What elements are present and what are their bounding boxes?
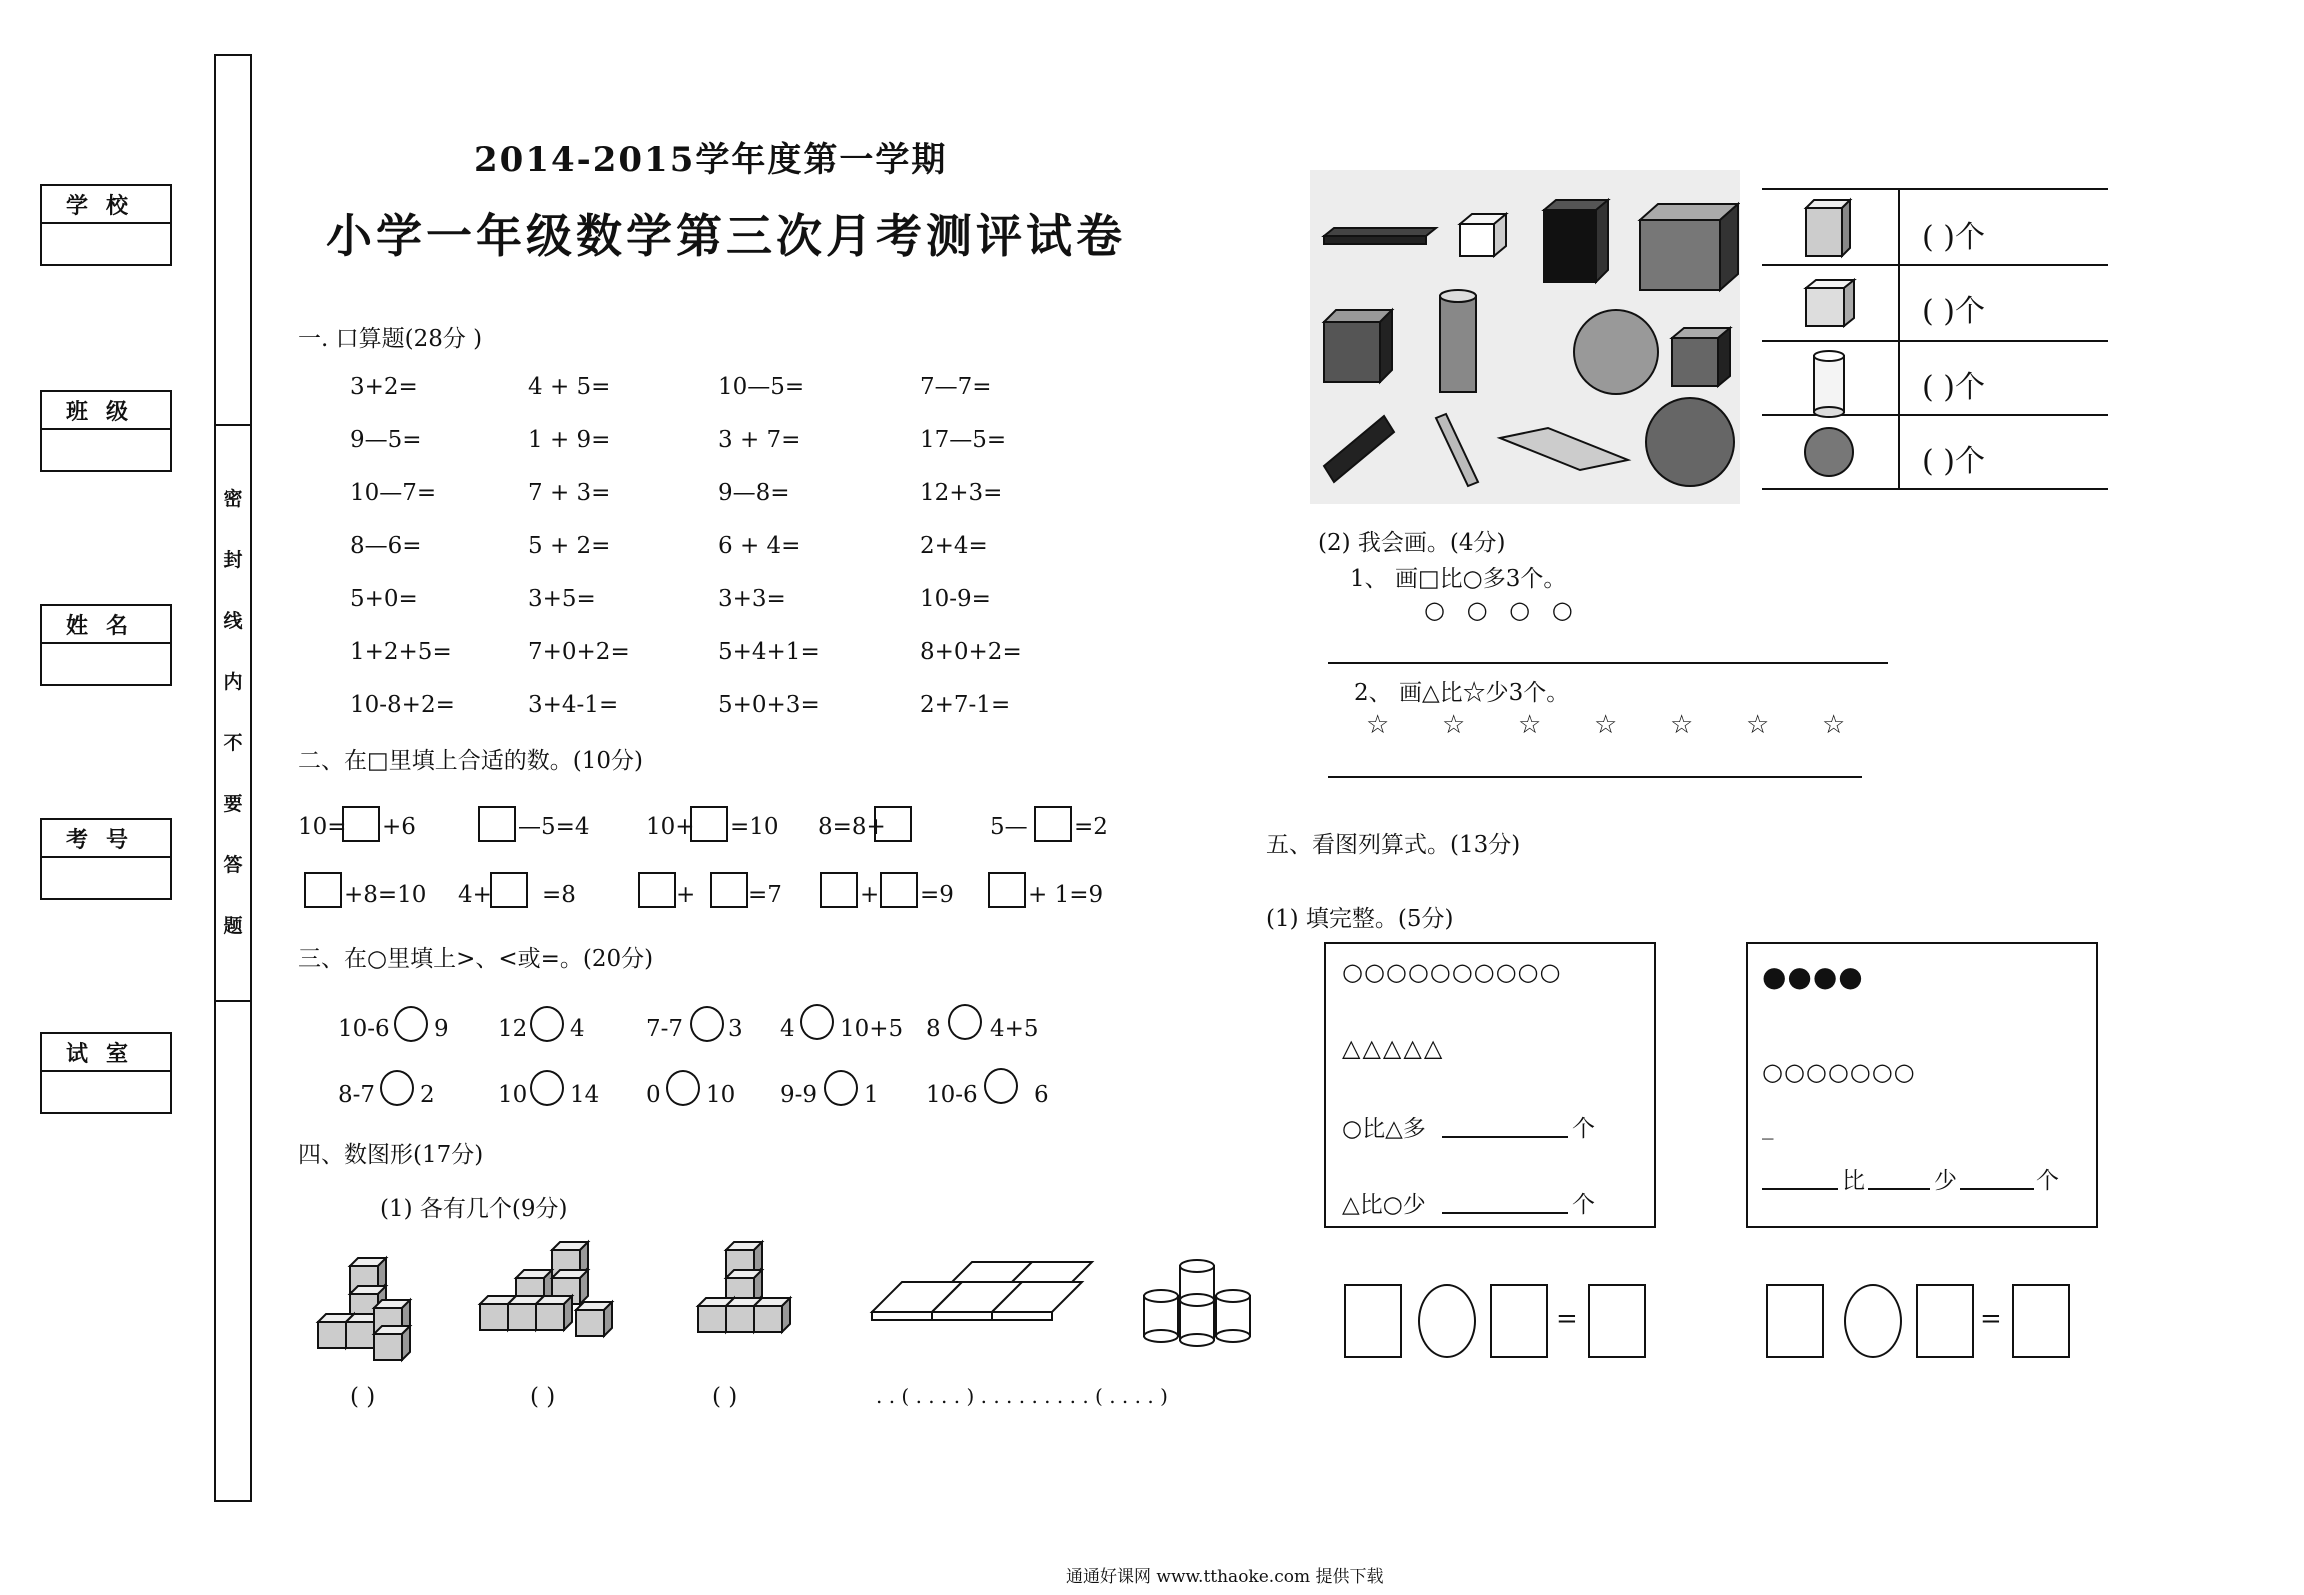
compare-circle[interactable]: [380, 1070, 414, 1106]
compare-text: 8-7: [338, 1082, 376, 1108]
unit-label: 个: [1572, 1116, 1595, 1142]
operator-oval[interactable]: [1418, 1284, 1476, 1358]
star-icon: ☆: [1746, 710, 1770, 740]
compare-text: 12: [498, 1016, 528, 1042]
compare-text: 4: [570, 1016, 585, 1042]
equation-box[interactable]: [1916, 1284, 1974, 1358]
mental-math-item: 3+4-1=: [528, 692, 619, 718]
equation-box[interactable]: [1490, 1284, 1548, 1358]
equation-box[interactable]: [1588, 1284, 1646, 1358]
mental-math-item: 7 + 3=: [528, 480, 611, 506]
compare-text: 10-6: [926, 1082, 978, 1108]
cylinders: [1144, 1260, 1250, 1346]
star-icon: ☆: [1442, 710, 1466, 740]
mental-math-item: 9—5=: [350, 427, 422, 453]
mark: _: [1762, 1114, 1774, 1140]
bi-label: 比: [1842, 1168, 1865, 1194]
fill-text: +: [860, 882, 880, 908]
compare-box-2: [1746, 942, 2098, 1228]
section5-title: 五、看图列算式。(13分): [1266, 832, 1521, 858]
mental-math-item: 8—6=: [350, 533, 422, 559]
operator-oval[interactable]: [1844, 1284, 1902, 1358]
name-label: 姓名: [65, 612, 146, 639]
mental-math-item: 5+0+3=: [718, 692, 820, 718]
mental-math-item: 3+5=: [528, 586, 596, 612]
answer-blank[interactable]: [1868, 1188, 1930, 1190]
mental-math-item: 17—5=: [920, 427, 1007, 453]
draw-line-1[interactable]: [1328, 662, 1888, 664]
fill-text: + 1=9: [1028, 882, 1104, 908]
seal-char: 线: [223, 610, 243, 632]
compare-text: 3: [728, 1016, 743, 1042]
count-blank[interactable]: ( ): [712, 1384, 738, 1410]
exam-no-field[interactable]: [42, 858, 170, 898]
exam-no-box: [40, 818, 172, 900]
exam-no-label: 考号: [65, 826, 146, 853]
mental-math-item: 1 + 9=: [528, 427, 611, 453]
seal-divider-top: [214, 424, 250, 426]
mental-math-item: 9—8=: [718, 480, 790, 506]
compare-text: 2: [420, 1082, 435, 1108]
compare-circle[interactable]: [690, 1006, 724, 1042]
mental-math-item: 2+7-1=: [920, 692, 1011, 718]
fill-text: =7: [748, 882, 782, 908]
mental-math-item: 10-9=: [920, 586, 991, 612]
compare-text: 0: [646, 1082, 661, 1108]
section2-title: 二、在□里填上合适的数。(10分): [298, 748, 643, 774]
class-box: [40, 390, 172, 472]
answer-box[interactable]: [478, 806, 516, 842]
unit-label: 个: [1572, 1192, 1595, 1218]
answer-blank[interactable]: [1442, 1212, 1568, 1214]
fill-text: 4+: [458, 882, 492, 908]
compare-text: 9-9: [780, 1082, 818, 1108]
class-field[interactable]: [42, 430, 170, 470]
unit-label: 个: [2036, 1168, 2059, 1194]
compare-text: 6: [1034, 1082, 1049, 1108]
mental-math-item: 6 + 4=: [718, 533, 801, 559]
flat-boards: [872, 1262, 1092, 1320]
star-icon: ☆: [1518, 710, 1542, 740]
draw-line-2[interactable]: [1328, 776, 1862, 778]
compare-circle[interactable]: [984, 1068, 1018, 1104]
mental-math-item: 10—5=: [718, 374, 805, 400]
equals-sign: =: [1556, 1304, 1578, 1334]
section4-sub2: (2) 我会画。(4分): [1318, 530, 1506, 556]
count-blank[interactable]: ( ): [530, 1384, 556, 1410]
mental-math-item: 3+2=: [350, 374, 418, 400]
compare-text: 8: [926, 1016, 941, 1042]
answer-box[interactable]: [1034, 806, 1072, 842]
school-box: [40, 184, 172, 266]
fill-text: +8=10: [344, 882, 427, 908]
compare-circle[interactable]: [948, 1004, 982, 1040]
compare-text: 10: [706, 1082, 736, 1108]
compare-text: 10-6: [338, 1016, 390, 1042]
compare-circle[interactable]: [530, 1006, 564, 1042]
star-icon: ☆: [1670, 710, 1694, 740]
mental-math-item: 5+4+1=: [718, 639, 820, 665]
question-1: ○比△多: [1342, 1116, 1426, 1142]
answer-box[interactable]: [710, 872, 748, 908]
name-box: [40, 604, 172, 686]
fill-text: +6: [382, 814, 416, 840]
compare-text: 7-7: [646, 1016, 684, 1042]
answer-blank[interactable]: [1960, 1188, 2034, 1190]
mental-math-item: 10—7=: [350, 480, 437, 506]
star-icon: ☆: [1594, 710, 1618, 740]
compare-circle[interactable]: [530, 1070, 564, 1106]
fill-text: +: [676, 882, 696, 908]
seal-char: 答: [223, 854, 243, 876]
seal-char: 要: [223, 793, 243, 815]
mental-math-item: 4 + 5=: [528, 374, 611, 400]
compare-text: 4+5: [990, 1016, 1039, 1042]
school-label: 学校: [65, 192, 146, 219]
draw-task-2: 2、 画△比☆少3个。: [1354, 680, 1570, 706]
section4-title: 四、数图形(17分): [298, 1142, 484, 1168]
answer-box[interactable]: [880, 872, 918, 908]
cube-stack-3: [698, 1242, 790, 1332]
equation-box[interactable]: [1344, 1284, 1402, 1358]
mental-math-item: 7+0+2=: [528, 639, 630, 665]
section5-sub1: (1) 填完整。(5分): [1266, 906, 1454, 932]
draw-task-1-shapes: ○ ○ ○ ○: [1424, 596, 1573, 624]
section4-sub1: (1) 各有几个(9分): [380, 1196, 568, 1222]
fill-text: =9: [920, 882, 954, 908]
room-box: [40, 1032, 172, 1114]
mental-math-item: 5 + 2=: [528, 533, 611, 559]
dot-row: ●●●●: [1762, 960, 1864, 993]
fill-text: —5=4: [518, 814, 590, 840]
star-icon: ☆: [1366, 710, 1390, 740]
section3-title: 三、在○里填上>、<或=。(20分): [298, 946, 654, 972]
compare-circle[interactable]: [666, 1070, 700, 1106]
answer-box[interactable]: [820, 872, 858, 908]
answer-box[interactable]: [988, 872, 1026, 908]
mental-math-item: 8+0+2=: [920, 639, 1022, 665]
section1-title: 一. 口算题(28分 ): [298, 326, 483, 352]
question-2: △比○少: [1342, 1192, 1426, 1218]
compare-text: 9: [434, 1016, 449, 1042]
fill-text: =10: [730, 814, 779, 840]
name-field[interactable]: [42, 644, 170, 684]
title-line1: 2014-2015学年度第一学期: [474, 140, 948, 180]
count-row[interactable]: ( )个: [1922, 294, 1985, 329]
seal-char: 内: [223, 671, 243, 693]
seal-char: 封: [223, 549, 243, 571]
fill-text: =2: [1074, 814, 1108, 840]
shao-label: 少: [1934, 1168, 1957, 1194]
mental-math-item: 3 + 7=: [718, 427, 801, 453]
fill-text: =8: [542, 882, 576, 908]
room-field[interactable]: [42, 1072, 170, 1112]
count-blank-dotted[interactable]: . . ( . . . . ) . . . . . . . . . ( . . . . ): [876, 1384, 1168, 1408]
equals-sign: =: [1980, 1304, 2002, 1334]
compare-circle[interactable]: [824, 1070, 858, 1106]
compare-text: 4: [780, 1016, 795, 1042]
school-field[interactable]: [42, 224, 170, 264]
triangle-row: △△△△△: [1342, 1034, 1445, 1062]
answer-box[interactable]: [874, 806, 912, 842]
answer-box[interactable]: [342, 806, 380, 842]
fill-text: 10+: [646, 814, 695, 840]
mental-math-item: 12+3=: [920, 480, 1003, 506]
cube-stack-1: [318, 1258, 410, 1360]
fill-text: 10=: [298, 814, 347, 840]
compare-text: 14: [570, 1082, 600, 1108]
compare-text: 10+5: [840, 1016, 904, 1042]
solids-picture: [1310, 170, 1740, 504]
count-blank[interactable]: ( ): [350, 1384, 376, 1410]
answer-box[interactable]: [690, 806, 728, 842]
mental-math-item: 2+4=: [920, 533, 988, 559]
cube-stack-2: [480, 1242, 612, 1336]
seal-char: 题: [223, 915, 243, 937]
count-row[interactable]: ( )个: [1922, 370, 1985, 405]
seal-text: [214, 484, 252, 972]
count-row[interactable]: ( )个: [1922, 444, 1985, 479]
answer-box[interactable]: [490, 872, 528, 908]
footer: 通通好课网 www.tthaoke.com 提供下载: [1066, 1567, 1384, 1587]
answer-blank[interactable]: [1442, 1136, 1568, 1138]
class-label: 班级: [65, 398, 146, 425]
block-figures: [312, 1230, 1262, 1370]
equation-box[interactable]: [1766, 1284, 1824, 1358]
draw-task-1: 1、 画□比○多3个。: [1350, 566, 1567, 592]
equation-box[interactable]: [2012, 1284, 2070, 1358]
seal-divider-bottom: [214, 1000, 250, 1002]
answer-box[interactable]: [304, 872, 342, 908]
mental-math-item: 1+2+5=: [350, 639, 452, 665]
seal-char: 不: [223, 732, 243, 754]
solid-icons: [1792, 194, 1872, 484]
fill-text: 8=8+: [818, 814, 886, 840]
page-title: 小学一年级数学第三次月考测评试卷: [326, 209, 1126, 263]
circle-row: ○○○○○○○○○○: [1342, 958, 1562, 986]
count-row[interactable]: ( )个: [1922, 220, 1985, 255]
circle-row: ○○○○○○○: [1762, 1058, 1916, 1086]
count-table: [1762, 188, 2108, 490]
mental-math-item: 7—7=: [920, 374, 992, 400]
star-icon: ☆: [1822, 710, 1846, 740]
compare-box-1: [1324, 942, 1656, 1228]
mental-math-item: 5+0=: [350, 586, 418, 612]
fill-text: 5—: [990, 814, 1028, 840]
seal-char: 密: [223, 488, 243, 510]
mental-math-item: 10-8+2=: [350, 692, 455, 718]
room-label: 试室: [65, 1040, 146, 1067]
compare-circle[interactable]: [394, 1006, 428, 1042]
mental-math-item: 3+3=: [718, 586, 786, 612]
compare-text: 10: [498, 1082, 528, 1108]
answer-blank[interactable]: [1762, 1188, 1838, 1190]
compare-text: 1: [864, 1082, 879, 1108]
answer-box[interactable]: [638, 872, 676, 908]
compare-circle[interactable]: [800, 1004, 834, 1040]
